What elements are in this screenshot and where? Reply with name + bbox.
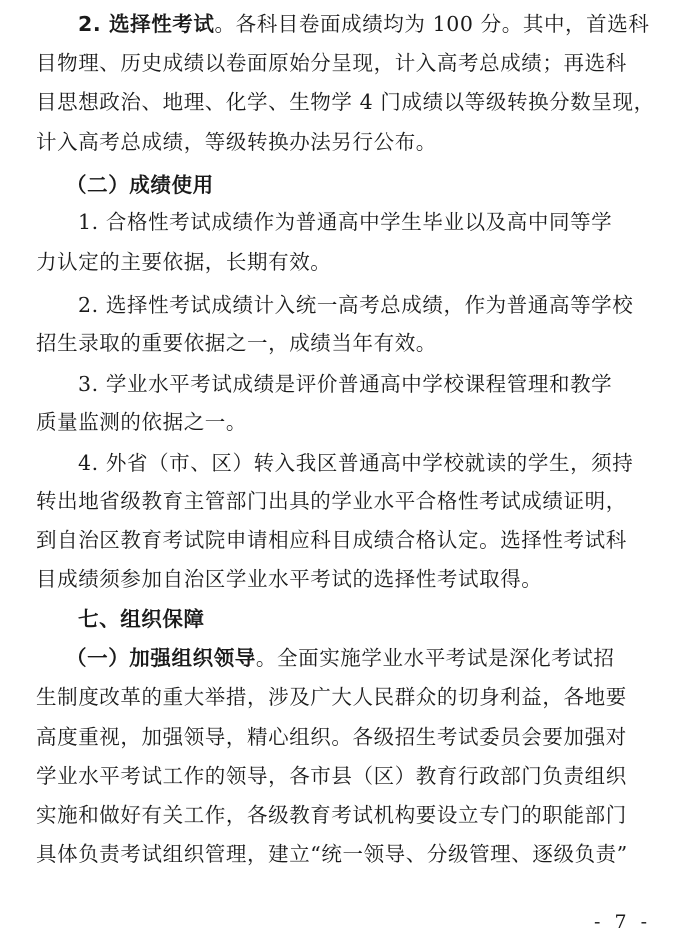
paragraph-line: 2. 选择性考试成绩计入统一高考总成绩，作为普通高等学校: [78, 293, 634, 317]
section-heading-selective-exam: 2. 选择性考试: [78, 12, 215, 36]
paragraph-line: 具体负责考试组织管理，建立“统一领导、分级管理、逐级负责”: [36, 842, 628, 866]
page-number: - 7 -: [594, 911, 652, 933]
paragraph-line: 到自治区教育考试院申请相应科目成绩合格认定。选择性考试科: [36, 528, 627, 552]
paragraph-line: 1. 合格性考试成绩作为普通高中学生毕业以及高中同等学: [78, 210, 613, 234]
chapter-title-organization: 七、组织保障: [78, 607, 205, 631]
paragraph-line: 4. 外省（市、区）转入我区普通高中学校就读的学生，须持: [78, 451, 634, 475]
paragraph-line: 目物理、历史成绩以卷面原始分呈现，计入高考总成绩；再选科: [36, 51, 627, 75]
paragraph-line: [0, 6, 694, 42]
paragraph-text: 。各科目卷面成绩均为 100 分。其中，首选科: [214, 12, 650, 36]
section-heading-leadership: （一）加强组织领导: [66, 646, 256, 670]
paragraph-line: 转出地省级教育主管部门出具的学业水平合格性考试成绩证明，: [36, 489, 627, 513]
paragraph-line: 计入高考总成绩，等级转换办法另行公布。: [36, 130, 437, 154]
paragraph-line: 目思想政治、地理、化学、生物学 4 门成绩以等级转换分数呈现，: [36, 90, 655, 114]
paragraph-line: 3. 学业水平考试成绩是评价普通高中学校课程管理和教学: [78, 372, 613, 396]
paragraph-line: 实施和做好有关工作，各级教育考试机构要设立专门的职能部门: [36, 803, 627, 827]
paragraph-line: [0, 640, 694, 676]
paragraph-line: 高度重视，加强领导，精心组织。各级招生考试委员会要加强对: [36, 725, 627, 749]
paragraph-text: 。全面实施学业水平考试是深化考试招: [255, 646, 615, 670]
paragraph-line: 招生录取的重要依据之一，成绩当年有效。: [36, 331, 437, 355]
section-title-score-usage: （二）成绩使用: [66, 173, 214, 197]
paragraph-line: 学业水平考试工作的领导，各市县（区）教育行政部门负责组织: [36, 764, 627, 788]
paragraph-line: 力认定的主要依据，长期有效。: [36, 250, 332, 274]
paragraph-line: 目成绩须参加自治区学业水平考试的选择性考试取得。: [36, 567, 543, 591]
paragraph-line: 生制度改革的重大举措，涉及广大人民群众的切身利益，各地要: [36, 685, 627, 709]
paragraph-line: 质量监测的依据之一。: [36, 410, 247, 434]
